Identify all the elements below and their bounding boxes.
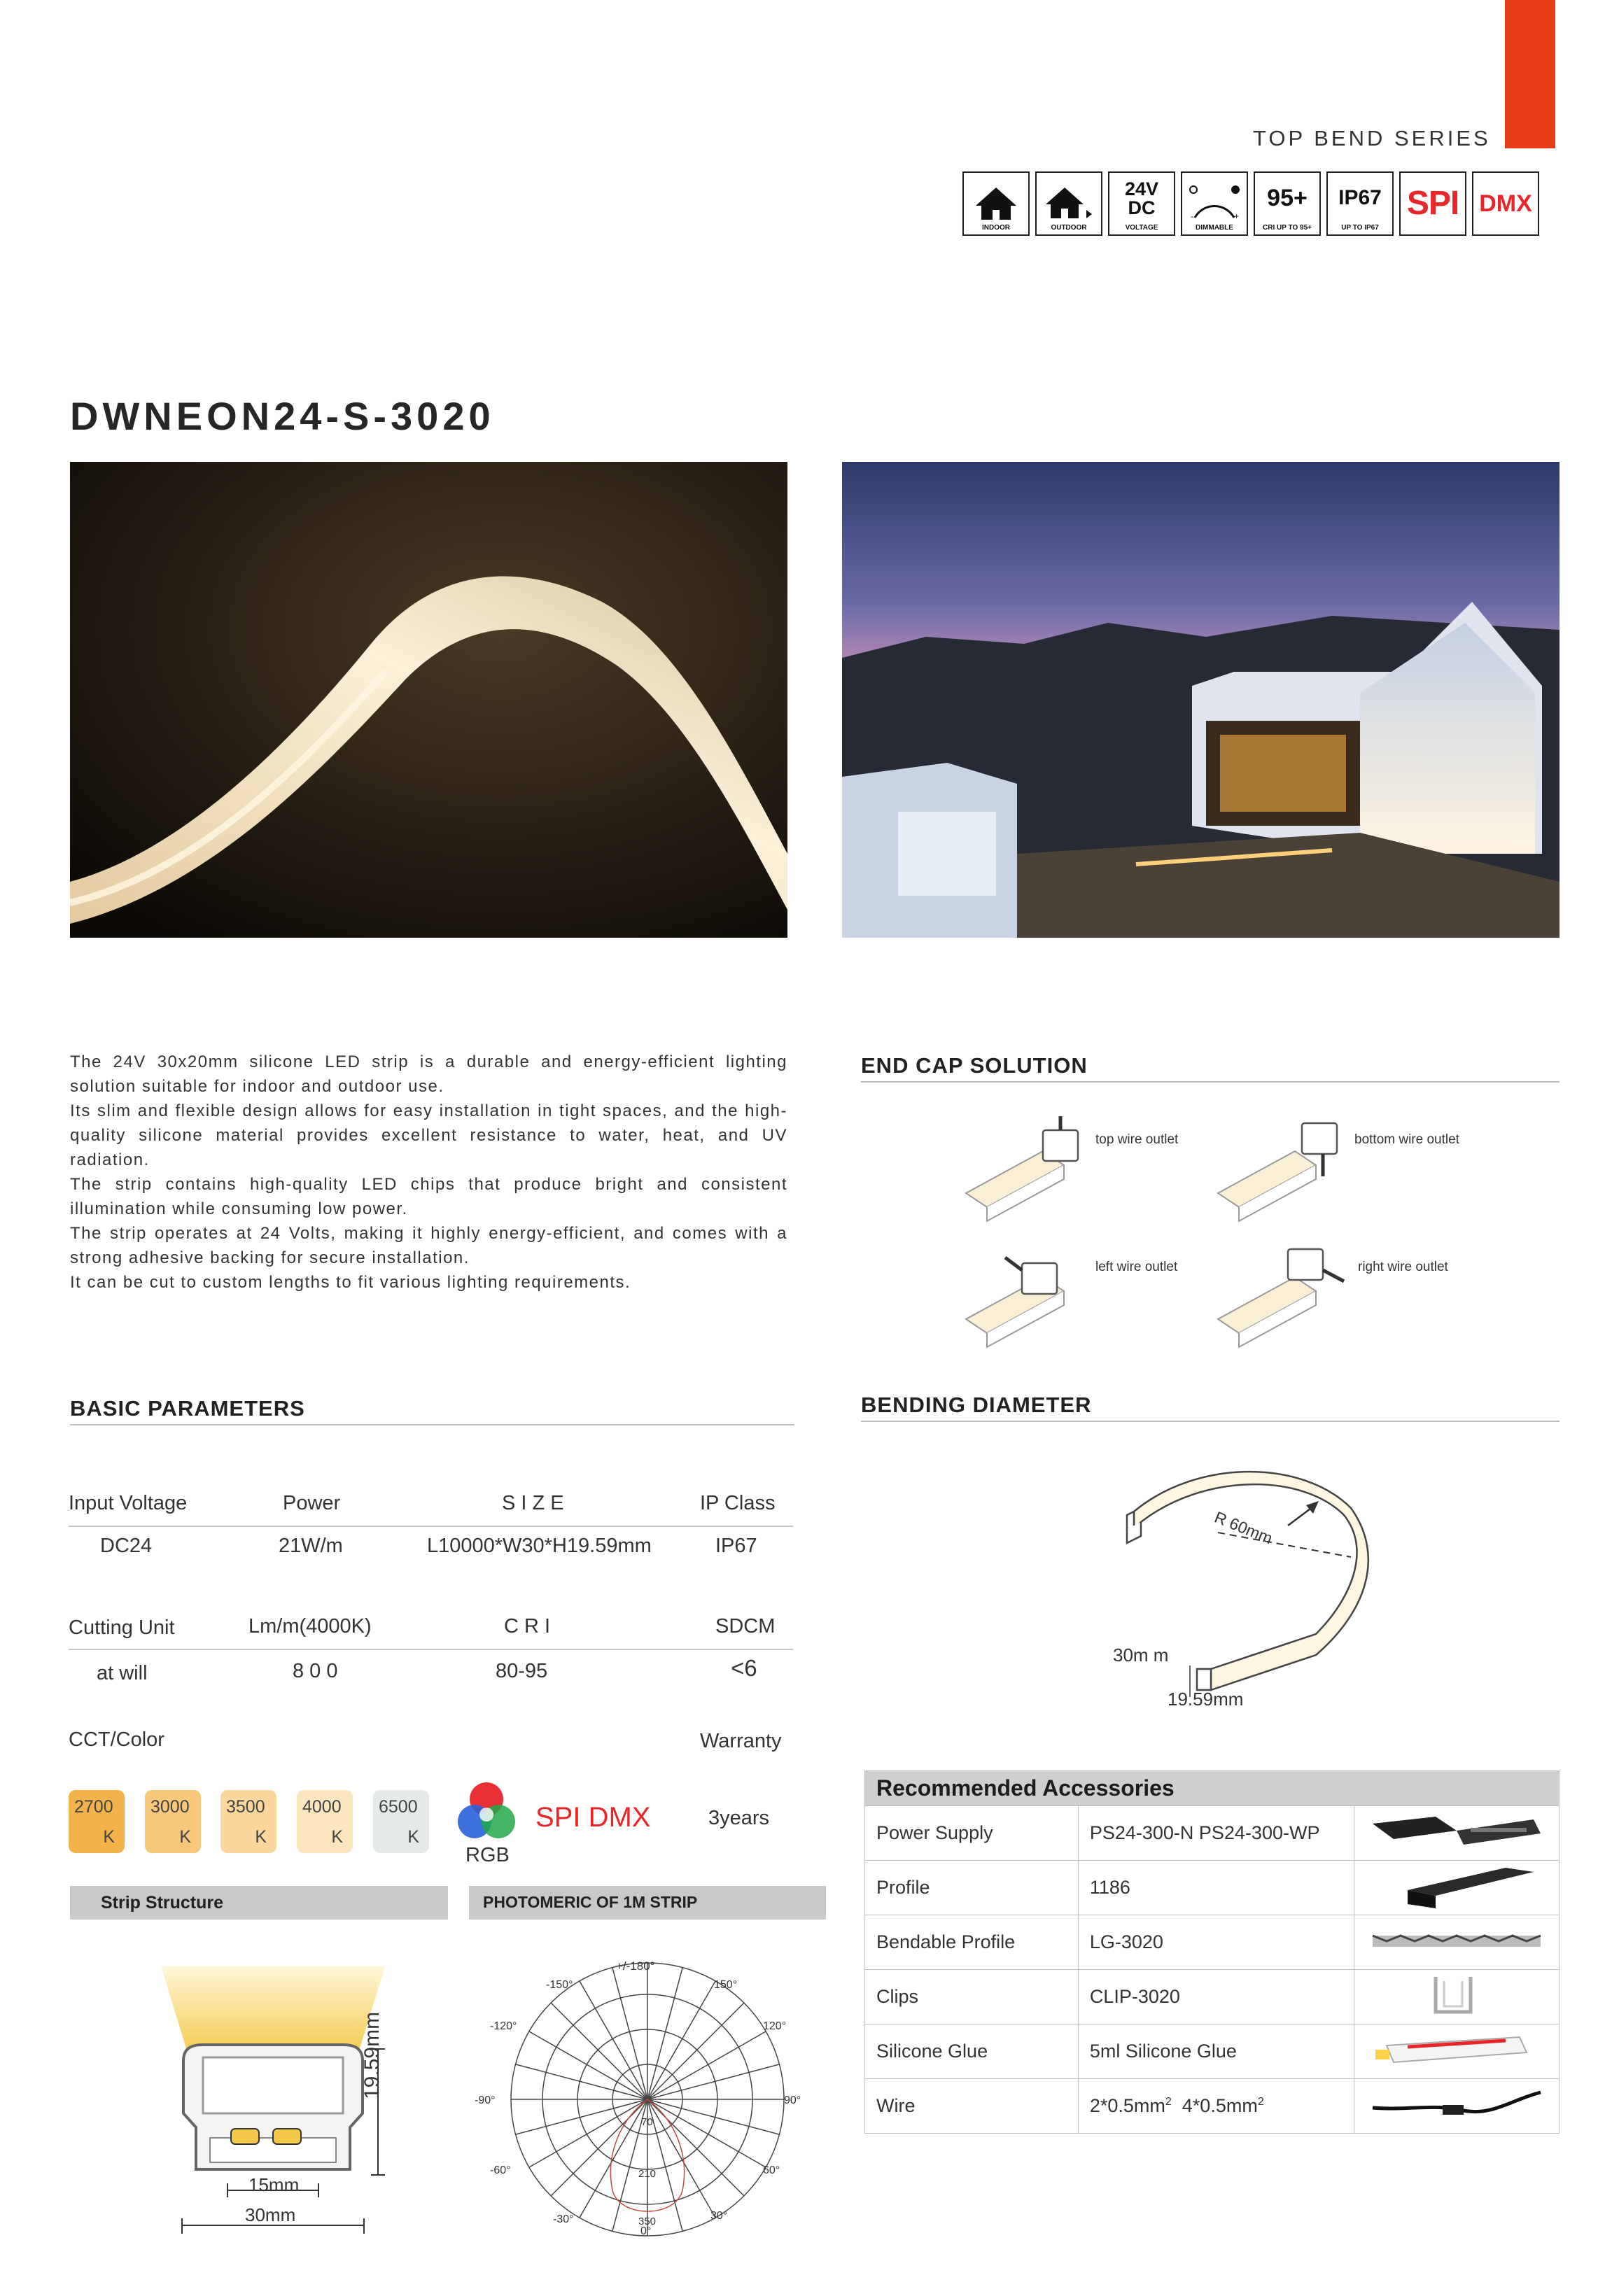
param-row-rule: [69, 1526, 793, 1527]
structure-outer-width: 30mm: [245, 2204, 296, 2225]
ip-caption: UP TO IP67: [1341, 224, 1379, 232]
product-title: DWNEON24-S-3020: [70, 394, 495, 438]
angle-label: -120°: [490, 2020, 517, 2032]
voltage-badge: [1108, 171, 1175, 236]
param-header-cutting: Cutting Unit: [69, 1617, 175, 1639]
profile-icon: [1366, 1862, 1541, 1908]
param-header-size: S I Z E: [502, 1492, 564, 1514]
param-header-ip: IP Class: [700, 1492, 776, 1514]
table-row: [865, 1915, 1560, 1970]
basic-params-rule: [70, 1424, 794, 1425]
product-description: [70, 1050, 787, 1295]
param-input-voltage: DC24: [100, 1535, 153, 1557]
description-paragraph: It can be cut to custom lengths to fit various lighting requirements.: [70, 1273, 631, 1292]
cct-swatch-3500: [220, 1790, 276, 1853]
bendable-profile-icon: [1366, 1926, 1548, 1954]
cct-value: 4000: [302, 1797, 342, 1817]
cct-value: 2700: [74, 1797, 113, 1817]
warranty-value: 3years: [708, 1807, 770, 1829]
end-cap-bottom-icon: [1218, 1123, 1337, 1221]
feature-badges: [962, 171, 1539, 236]
accessory-name: Clips: [865, 1970, 1079, 2024]
left-wire-label: left wire outlet: [1095, 1260, 1178, 1274]
cct-value: 3000: [150, 1797, 190, 1817]
accessory-model: LG-3020: [1078, 1915, 1354, 1970]
param-size: L10000*W30*H19.59mm: [427, 1535, 652, 1557]
cri-caption: CRI UP TO 95+: [1263, 224, 1312, 232]
accessories-table: [864, 1770, 1560, 2134]
bending-rule: [861, 1421, 1560, 1422]
param-header-power: Power: [283, 1492, 341, 1514]
cct-unit: K: [103, 1827, 115, 1847]
accessory-model: PS24-300-N PS24-300-WP: [1078, 1806, 1354, 1861]
accessory-image: [1354, 1970, 1559, 2024]
ring-label: 350: [638, 2216, 657, 2227]
indoor-caption: INDOOR: [982, 224, 1010, 232]
wire-spec-sup: 2: [1257, 2096, 1264, 2108]
rgb-label: RGB: [465, 1844, 510, 1866]
end-cap-rule: [861, 1081, 1560, 1083]
param-row-rule: [69, 1649, 793, 1650]
description-paragraph: The strip operates at 24 Volts, making it highly energy-efficient, and comes with a strong adhesive backing for secure installation.: [70, 1224, 787, 1267]
angle-label: 120°: [763, 2020, 787, 2032]
voltage-caption: VOLTAGE: [1125, 224, 1158, 232]
spi-dmx-label: SPI DMX: [535, 1802, 651, 1833]
accent-bar: [1505, 0, 1555, 148]
end-cap-title: END CAP SOLUTION: [861, 1053, 1088, 1078]
photometric-chart: [479, 1952, 815, 2253]
accessory-name: Profile: [865, 1861, 1079, 1915]
structure-height-label: 19.59mm: [360, 2011, 384, 2099]
angle-label: -150°: [546, 1979, 573, 1991]
cct-unit: K: [331, 1827, 343, 1847]
angle-label: -60°: [490, 2164, 511, 2176]
cct-unit: K: [179, 1827, 191, 1847]
param-header-sdcm: SDCM: [715, 1615, 776, 1638]
angle-label: 90°: [784, 2094, 801, 2106]
accessory-name: Bendable Profile: [865, 1915, 1079, 1970]
power-supply-icon: [1366, 1810, 1541, 1852]
table-row: [865, 2079, 1560, 2134]
cri-value: 95+: [1267, 185, 1308, 211]
voltage-value: 24V DC: [1124, 178, 1159, 218]
angle-label: 0°: [640, 2225, 652, 2237]
angle-label: -30°: [553, 2213, 574, 2225]
spi-value: SPI: [1406, 185, 1459, 222]
dimmable-badge: [1181, 171, 1248, 236]
cct-swatch-4000: [297, 1790, 353, 1853]
end-cap-left-icon: [966, 1258, 1064, 1347]
cct-value: 3500: [226, 1797, 265, 1817]
accessory-model: 1186: [1078, 1861, 1354, 1915]
ip-value: IP67: [1338, 186, 1382, 209]
accessory-image: [1354, 1915, 1559, 1970]
cri-badge: [1254, 171, 1321, 236]
param-ip: IP67: [715, 1535, 757, 1557]
table-row: [865, 2024, 1560, 2079]
structure-inner-width: 15mm: [248, 2174, 300, 2195]
description-paragraph: The 24V 30x20mm silicone LED strip is a durable and energy-efficient lighting solution suitable for indoor and outdoor use.: [70, 1052, 787, 1096]
ip-badge: [1326, 171, 1394, 236]
bend-width-label: 19.59mm: [1168, 1689, 1244, 1710]
wire-icon: [1366, 2083, 1548, 2125]
cct-swatch-2700: [69, 1790, 125, 1853]
wire-spec-sup: 2: [1165, 2096, 1172, 2108]
accessory-name: Silicone Glue: [865, 2024, 1079, 2079]
dmx-badge: [1472, 171, 1539, 236]
accessory-image: [1354, 1861, 1559, 1915]
photometric-title: PHOTOMERIC OF 1M STRIP: [469, 1886, 826, 1920]
wire-spec-b: 4*0.5mm: [1182, 2095, 1258, 2116]
clip-icon: [1366, 1971, 1548, 2017]
accessory-name: Wire: [865, 2079, 1079, 2134]
outdoor-caption: OUTDOOR: [1051, 224, 1087, 232]
basic-params-title: BASIC PARAMETERS: [70, 1396, 305, 1421]
bend-height-label: 30m m: [1113, 1644, 1169, 1665]
indoor-badge: [962, 171, 1030, 236]
product-photo: [70, 462, 787, 938]
top-wire-label: top wire outlet: [1095, 1132, 1179, 1147]
accessory-image: [1354, 2024, 1559, 2079]
dmx-value: DMX: [1479, 190, 1532, 217]
table-row: [865, 1970, 1560, 2024]
cct-swatch-6500: [373, 1790, 429, 1853]
angle-label: 60°: [763, 2164, 780, 2176]
outdoor-badge: [1035, 171, 1102, 236]
description-paragraph: The strip contains high-quality LED chips that produce bright and consistent illumination while consuming low power.: [70, 1175, 787, 1218]
ring-label: 70: [641, 2116, 653, 2128]
param-cutting: at will: [97, 1662, 148, 1684]
description-paragraph: Its slim and flexible design allows for easy installation in tight spaces, and the high-quality silicone material provides excellent resistance to water, heat, and UV radiation.: [70, 1101, 787, 1169]
accessory-model: CLIP-3020: [1078, 1970, 1354, 2024]
strip-structure-title: Strip Structure: [70, 1886, 448, 1920]
param-header-input-voltage: Input Voltage: [69, 1492, 188, 1514]
glue-tube-icon: [1366, 2031, 1548, 2066]
accessory-name: Power Supply: [865, 1806, 1079, 1861]
photometric-top-label: +/-180°: [616, 1959, 655, 1973]
end-cap-top-icon: [966, 1116, 1078, 1221]
svg-text:-: -: [1191, 211, 1193, 221]
wire-spec-a: 2*0.5mm: [1089, 2095, 1165, 2116]
angle-label: -90°: [475, 2094, 496, 2106]
bending-title: BENDING DIAMETER: [861, 1393, 1092, 1417]
dimmable-caption: DIMMABLE: [1196, 224, 1233, 232]
bend-radius-label: R 60mm: [1212, 1507, 1275, 1548]
param-power: 21W/m: [279, 1535, 343, 1557]
param-cri: 80-95: [496, 1660, 548, 1682]
table-row: [865, 1861, 1560, 1915]
bottom-wire-label: bottom wire outlet: [1354, 1132, 1459, 1147]
param-lumen: 8 0 0: [293, 1660, 338, 1682]
accessory-image: [1354, 1806, 1559, 1861]
end-cap-diagrams: [959, 1116, 1540, 1375]
param-sdcm: <6: [731, 1655, 757, 1681]
cct-unit: K: [407, 1827, 419, 1847]
table-row: [865, 1806, 1560, 1861]
accessory-image: [1354, 2079, 1559, 2134]
angle-label: 30°: [710, 2210, 728, 2222]
accessory-model: [1078, 2079, 1354, 2134]
cct-unit: K: [255, 1827, 267, 1847]
application-photo: [842, 462, 1560, 938]
warranty-label: Warranty: [700, 1730, 782, 1752]
end-cap-right-icon: [1218, 1249, 1344, 1347]
cct-label: CCT/Color: [69, 1728, 164, 1751]
right-wire-label: right wire outlet: [1358, 1260, 1448, 1274]
series-title: TOP BEND SERIES: [1253, 126, 1491, 150]
spi-badge: [1399, 171, 1466, 236]
accessories-title: Recommended Accessories: [865, 1771, 1560, 1806]
dimmer-icon: [1185, 183, 1244, 225]
cct-swatch-3000: [145, 1790, 201, 1853]
ring-label: 210: [638, 2168, 657, 2180]
house-outdoor-icon: [1044, 186, 1093, 221]
param-header-cri: C R I: [504, 1615, 551, 1638]
accessory-model: 5ml Silicone Glue: [1078, 2024, 1354, 2079]
param-header-lumen: Lm/m(4000K): [248, 1615, 372, 1638]
rgb-icon: [454, 1780, 520, 1846]
cct-value: 6500: [379, 1797, 418, 1817]
svg-text:+: +: [1234, 211, 1240, 221]
house-icon: [974, 186, 1018, 221]
angle-label: 150°: [714, 1979, 738, 1991]
